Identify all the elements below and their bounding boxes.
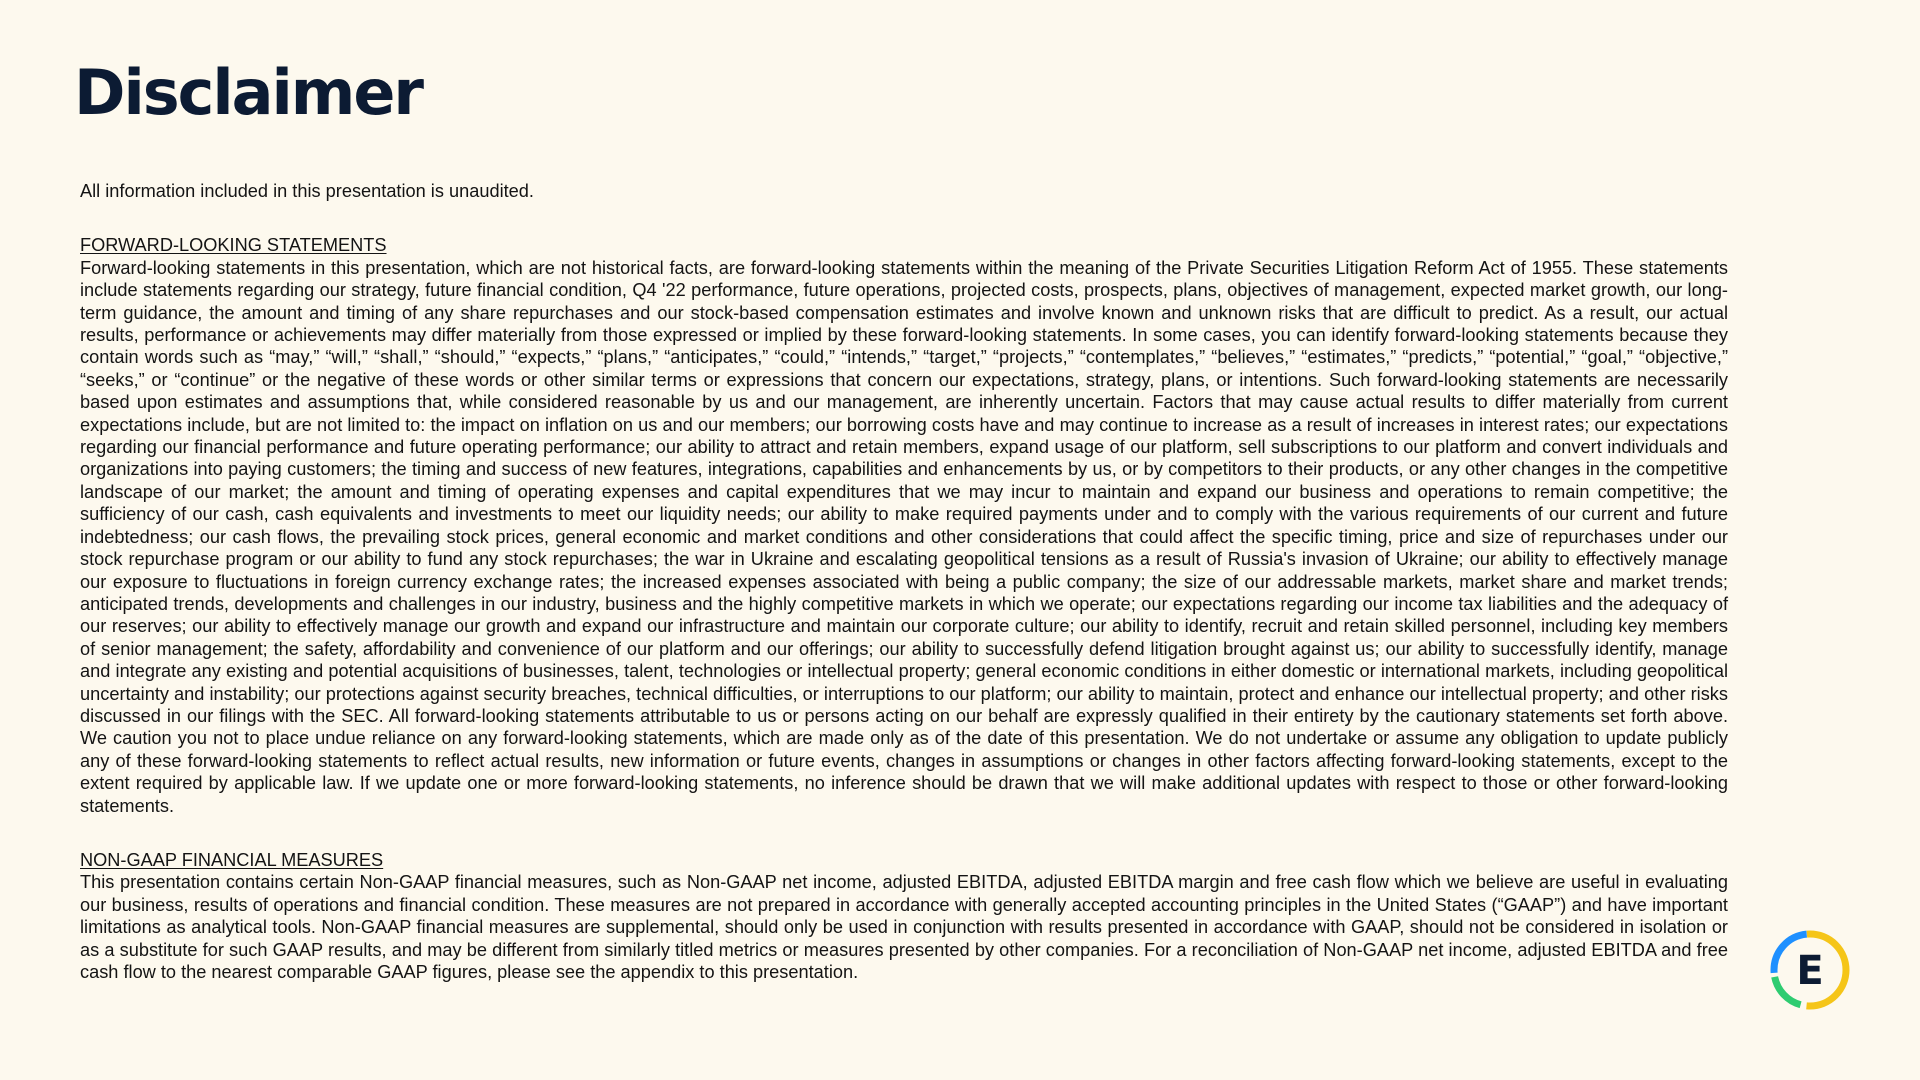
section-heading-forward-looking: FORWARD-LOOKING STATEMENTS [80, 235, 387, 256]
company-logo-icon [1768, 928, 1852, 1012]
section-body-non-gaap: This presentation contains certain Non-GAAP financial measures, such as Non-GAAP net income, adjusted EBITDA, adjusted EBITDA margin and free cash flow which we believe are useful in evaluating our business, results of operations and financial condition. These measures are not prepared in accordance with generally accepted accounting principles in the United States (“GAAP”) and have important limitations as analytical tools. Non-GAAP financial measures are supplemental, should only be used in conjunction with results presented in accordance with GAAP, should not be considered in isolation or as a substitute for such GAAP results, and may be different from similarly titled metrics or measures presented by other companies. For a reconciliation of Non-GAAP net income, adjusted EBITDA and free cash flow to the nearest comparable GAAP figures, please see the appendix to this presentation. [80, 872, 1728, 982]
section-body-forward-looking: Forward-looking statements in this presentation, which are not historical facts, are forward-looking statements within the meaning of the Private Securities Litigation Reform Act of 1955. These statements include statements regarding our strategy, future financial condition, Q4 '22 performance, future operations, projected costs, prospects, plans, objectives of management, expected market growth, our long-term guidance, the amount and timing of any share repurchases and our stock-based compensation estimates and involve known and unknown risks that are difficult to predict. As a result, our actual results, performance or achievements may differ materially from those expressed or implied by these forward-looking statements. In some cases, you can identify forward-looking statements because they contain words such as “may,” “will,” “shall,” “should,” “expects,” “plans,” “anticipates,” “could,” “intends,” “target,” “projects,” “contemplates,” “believes,” “estimates,” “predicts,” “potential,” “goal,” “objective,” “seeks,” or “continue” or the negative of these words or other similar terms or expressions that concern our expectations, strategy, plans, or intentions. Such forward-looking statements are necessarily based upon estimates and assumptions that, while considered reasonable by us and our management, are inherently uncertain. Factors that may cause actual results to differ materially from current expectations include, but are not limited to: the impact on inflation on us and our members; our borrowing costs have and may continue to increase as a result of increases in interest rates; our expectations regarding our financial performance and future operating performance; our ability to attract and retain members, expand usage of our platform, sell subscriptions to our platform and convert individuals and organizations into paying customers; the timing and success of new features, integrations, capabilities and enhancements by us, or by competitors to their products, or any other changes in the competitive landscape of our market; the amount and timing of operating expenses and capital expenditures that we may incur to maintain and expand our business and operations to remain competitive; the sufficiency of our cash, cash equivalents and investments to meet our liquidity needs; our ability to make required payments under and to comply with the various requirements of our current and future indebtedness; our cash flows, the prevailing stock prices, general economic and market conditions and other considerations that could affect the specific timing, price and size of repurchases under our stock repurchase program or our ability to fund any stock repurchases; the war in Ukraine and escalating geopolitical tensions as a result of Russia's invasion of Ukraine; our ability to effectively manage our exposure to fluctuations in foreign currency exchange rates; the increased expenses associated with being a public company; the size of our addressable markets, market share and market trends; anticipated trends, developments and challenges in our industry, business and the highly competitive markets in which we operate; our expectations regarding our income tax liabilities and the adequacy of our reserves; our ability to effectively manage our growth and expand our infrastructure and maintain our corporate culture; our ability to identify, recruit and retain skilled personnel, including key members of senior management; the safety, affordability and convenience of our platform and our offerings; our ability to successfully defend litigation brought against us; our ability to successfully identify, manage and integrate any existing and potential acquisitions of businesses, talent, technologies or intellectual property; general economic conditions in either domestic or international markets, including geopolitical uncertainty and instability; our protections against security breaches, technical difficulties, or interruptions to our platform; our ability to maintain, protect and enhance our intellectual property; and other risks discussed in our filings with the SEC. All forward-looking statements attributable to us or persons acting on our behalf are expressly qualified in their entirety by the cautionary statements set forth above. We caution you not to place undue reliance on any forward-looking statements, which are made only as of the date of this presentation. We do not undertake or assume any obligation to update publicly any of these forward-looking statements to reflect actual results, new information or future events, changes in assumptions or changes in other factors affecting forward-looking statements, except to the extent required by applicable law. If we update one or more forward-looking statements, no inference should be drawn that we will make additional updates with respect to those or other forward-looking statements. [80, 257, 1728, 816]
forward-looking-section [80, 234, 1728, 817]
logo-letter: E [1796, 948, 1824, 994]
disclaimer-content [80, 180, 1728, 1015]
page-title: Disclaimer [74, 56, 422, 129]
non-gaap-section [80, 849, 1728, 983]
intro-text: All information included in this presentation is unaudited. [80, 181, 534, 201]
section-heading-non-gaap: NON-GAAP FINANCIAL MEASURES [80, 849, 384, 870]
